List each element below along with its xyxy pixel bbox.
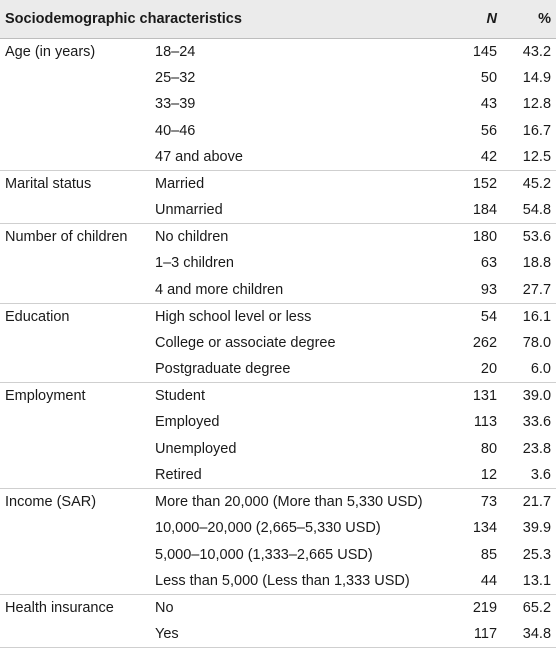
- category-cell: 10,000–20,000 (2,665–5,330 USD): [155, 520, 381, 537]
- table-row: [0, 91, 556, 118]
- count-cell: 117: [450, 621, 502, 648]
- category-cell: Yes: [150, 621, 450, 648]
- category-cell: 47 and above: [155, 149, 243, 165]
- count-cell: 73: [450, 489, 502, 516]
- category-cell: Employed: [155, 414, 220, 431]
- count-cell: 63: [480, 255, 498, 272]
- count-cell: 219: [450, 595, 502, 622]
- group-cell: Health insurance: [0, 595, 150, 622]
- category-cell: Unemployed: [155, 440, 237, 457]
- group-cell: [0, 621, 150, 648]
- table-row: [0, 462, 556, 489]
- table-row: [0, 171, 556, 198]
- group-cell: [0, 144, 150, 171]
- group-cell: Income (SAR): [0, 489, 150, 516]
- group-cell: [0, 330, 150, 357]
- header-row: [0, 0, 556, 38]
- count-cell: 42: [480, 149, 498, 165]
- table-row: [0, 65, 556, 92]
- group-cell: Age (in years): [0, 38, 150, 65]
- table-row: [0, 118, 556, 145]
- table-row: [0, 356, 556, 383]
- group-cell: [0, 515, 150, 542]
- table-row: [0, 489, 556, 516]
- table-body: [0, 38, 556, 648]
- count-cell: 44: [480, 573, 498, 589]
- table-row: [0, 409, 556, 436]
- group-cell: [0, 197, 150, 224]
- count-cell: 85: [480, 546, 498, 563]
- group-cell: [0, 356, 150, 383]
- table-row: [0, 144, 556, 171]
- category-cell: High school level or less: [150, 303, 450, 330]
- percent-cell: 16.1: [502, 303, 556, 330]
- count-cell: 93: [480, 281, 498, 298]
- group-cell: [0, 436, 150, 463]
- group-cell: [0, 65, 150, 92]
- count-cell: 184: [472, 202, 498, 218]
- percent-cell: 3.6: [530, 467, 552, 483]
- table-row: [0, 515, 556, 542]
- percent-cell: 65.2: [502, 595, 556, 622]
- percent-cell: 12.8: [522, 96, 552, 113]
- count-cell: 80: [480, 440, 498, 457]
- category-cell: College or associate degree: [155, 334, 336, 351]
- count-cell: 50: [480, 69, 498, 86]
- count-cell: 56: [480, 122, 498, 139]
- category-cell: No children: [150, 224, 450, 251]
- group-cell: Number of children: [0, 224, 150, 251]
- table-row: [0, 38, 556, 65]
- percent-cell: 39.0: [502, 383, 556, 410]
- percent-cell: 53.6: [502, 224, 556, 251]
- header-percent: %: [538, 10, 552, 27]
- category-cell: Postgraduate degree: [155, 361, 291, 377]
- table-row: [0, 595, 556, 622]
- group-cell: [0, 409, 150, 436]
- percent-cell: 14.9: [522, 69, 552, 86]
- count-cell: 134: [472, 520, 498, 537]
- table-row: [0, 383, 556, 410]
- category-cell: 18–24: [150, 38, 450, 65]
- group-cell: [0, 462, 150, 489]
- count-cell: 20: [480, 361, 498, 377]
- header-characteristics: Sociodemographic characteristics: [5, 10, 242, 27]
- count-cell: 145: [450, 38, 502, 65]
- count-cell: 152: [450, 171, 502, 198]
- table-row: [0, 621, 556, 648]
- percent-cell: 54.8: [522, 202, 552, 218]
- category-cell: More than 20,000 (More than 5,330 USD): [150, 489, 450, 516]
- percent-cell: 33.6: [522, 414, 552, 431]
- group-cell: Employment: [0, 383, 150, 410]
- group-cell: [0, 277, 150, 304]
- count-cell: 131: [450, 383, 502, 410]
- category-cell: 1–3 children: [155, 255, 234, 272]
- table-row: [0, 542, 556, 569]
- count-cell: 180: [450, 224, 502, 251]
- table-row: [0, 277, 556, 304]
- percent-cell: 27.7: [522, 281, 552, 298]
- table-row: [0, 330, 556, 357]
- percent-cell: 43.2: [502, 38, 556, 65]
- category-cell: Retired: [155, 467, 202, 483]
- category-cell: Student: [150, 383, 450, 410]
- percent-cell: 78.0: [522, 334, 552, 351]
- percent-cell: 39.9: [522, 520, 552, 537]
- percent-cell: 21.7: [502, 489, 556, 516]
- percent-cell: 6.0: [530, 361, 552, 377]
- category-cell: Married: [150, 171, 450, 198]
- percent-cell: 12.5: [522, 149, 552, 165]
- header-n: N: [486, 10, 498, 27]
- table-row: [0, 568, 556, 595]
- category-cell: Less than 5,000 (Less than 1,333 USD): [155, 573, 410, 589]
- category-cell: 33–39: [155, 96, 196, 113]
- category-cell: 4 and more children: [155, 281, 284, 298]
- count-cell: 43: [480, 96, 498, 113]
- category-cell: 25–32: [155, 69, 196, 86]
- table-row: [0, 197, 556, 224]
- group-cell: [0, 250, 150, 277]
- group-cell: [0, 568, 150, 595]
- table-row: [0, 250, 556, 277]
- count-cell: 54: [450, 303, 502, 330]
- category-cell: Unmarried: [155, 202, 223, 218]
- table-row: [0, 224, 556, 251]
- category-cell: No: [150, 595, 450, 622]
- table-row: [0, 436, 556, 463]
- group-cell: [0, 118, 150, 145]
- table-row: [0, 303, 556, 330]
- percent-cell: 23.8: [522, 440, 552, 457]
- count-cell: 262: [472, 334, 498, 351]
- category-cell: 40–46: [155, 122, 196, 139]
- group-cell: [0, 542, 150, 569]
- count-cell: 12: [480, 467, 498, 483]
- percent-cell: 18.8: [522, 255, 552, 272]
- group-cell: Marital status: [0, 171, 150, 198]
- percent-cell: 16.7: [522, 122, 552, 139]
- percent-cell: 34.8: [502, 621, 556, 648]
- percent-cell: 45.2: [502, 171, 556, 198]
- category-cell: 5,000–10,000 (1,333–2,665 USD): [155, 546, 373, 563]
- percent-cell: 25.3: [522, 546, 552, 563]
- group-cell: [0, 91, 150, 118]
- table-header: [0, 0, 556, 38]
- count-cell: 113: [473, 414, 498, 431]
- group-cell: Education: [0, 303, 150, 330]
- percent-cell: 13.1: [522, 573, 552, 589]
